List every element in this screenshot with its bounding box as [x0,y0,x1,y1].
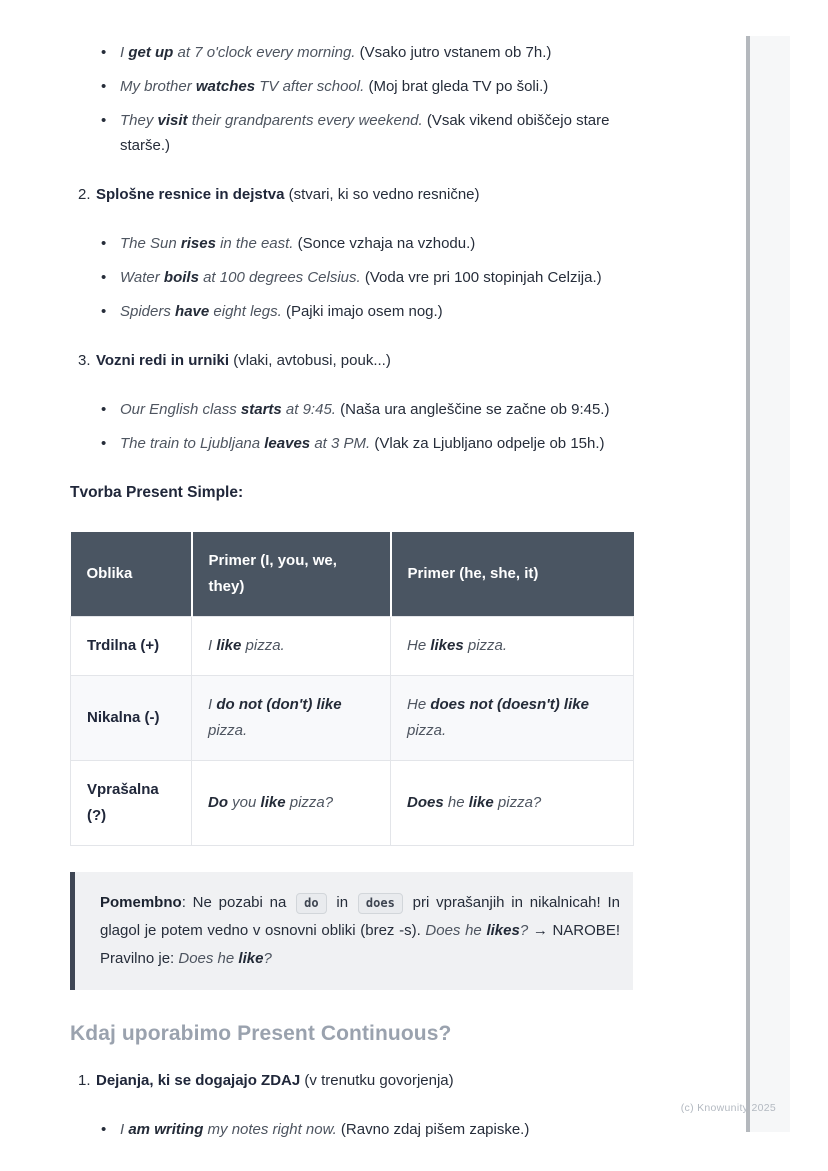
bullet-icon: • [101,112,107,129]
list-item [70,299,633,324]
list-item [70,431,633,456]
important-callout-text: Pomembno: Ne pozabi na do in does pri vprašanjih in nikalnicah! In glagol je potem vedno v osnovni obliki (brez -s). Does he likes? → NAROBE! Pravilno je: Does he like? [100,894,620,967]
usage-examples-list-1 [70,40,633,158]
list-item [70,40,633,65]
table-cell: He does not (doesn't) like pizza. [391,676,634,761]
bullet-icon: • [101,235,107,252]
continuous-rule-1-subtitle: (v trenutku govorjenja) [300,1072,454,1089]
list-number: 2. [78,186,91,203]
table-header-primer-singular: Primer (he, she, it) [391,532,634,617]
list-item [70,108,633,158]
list-item-text: I am writing my notes right now. (Ravno zdaj pišem zapiske.) [120,1121,530,1138]
continuous-rule-1-title: Dejanja, ki se dogajajo ZDAJ [96,1072,301,1089]
table-cell: Does he like pizza? [391,761,634,846]
important-callout [70,872,633,990]
list-item-text: Water boils at 100 degrees Celsius. (Voda vre pri 100 stopinjah Celzija.) [120,269,602,286]
list-item-text: They visit their grandparents every weekend. (Vsak vikend obiščejo stare starše.) [120,112,610,154]
table-header-oblika: Oblika [71,532,192,617]
list-item [70,1117,633,1142]
bullet-icon: • [101,78,107,95]
table-cell: I like pizza. [192,617,391,676]
table-cell: He likes pizza. [391,617,634,676]
table-header-primer-plural: Primer (I, you, we, they) [192,532,391,617]
rule-3-heading-text [96,348,633,373]
table-header-row [71,532,634,617]
table-cell: Do you like pizza? [192,761,391,846]
document-content [70,40,633,1142]
rule-3-heading [70,348,633,373]
table-row [71,761,634,846]
list-item [70,397,633,422]
rule-2-subtitle: (stvari, ki so vedno resnične) [284,186,480,203]
list-number: 1. [78,1072,91,1089]
list-item-text: My brother watches TV after school. (Moj brat gleda TV po šoli.) [120,78,549,95]
bullet-icon: • [101,303,107,320]
list-item-text: The train to Ljubljana leaves at 3 PM. (Vlak za Ljubljano odpelje ob 15h.) [120,435,605,452]
bullet-icon: • [101,269,107,286]
bullet-icon: • [101,435,107,452]
rule-3-subtitle: (vlaki, avtobusi, pouk...) [229,352,391,369]
bullet-icon: • [101,1121,107,1138]
list-number: 3. [78,352,91,369]
list-item [70,74,633,99]
watermark: (c) Knowunity 2025 [680,1102,776,1114]
list-item-text: I get up at 7 o'clock every morning. (Vsako jutro vstanem ob 7h.) [120,44,552,61]
rule-2-title: Splošne resnice in dejstva [96,186,285,203]
usage-examples-list-3 [70,397,633,456]
rule-3-title: Vozni redi in urniki [96,352,230,369]
present-simple-formation-table [70,532,634,846]
bullet-icon: • [101,44,107,61]
table-row [71,617,634,676]
present-continuous-heading: Kdaj uporabimo Present Continuous? [70,1022,452,1045]
continuous-rule-1-heading [70,1068,633,1093]
page-edge-strip [746,36,790,1132]
row-label: Nikalna (-) [71,676,192,761]
continuous-rule-1-heading-text [96,1068,633,1093]
list-item [70,231,633,256]
row-label: Vprašalna (?) [71,761,192,846]
usage-examples-list-4 [70,1117,633,1142]
list-item [70,265,633,290]
list-item-text: The Sun rises in the east. (Sonce vzhaja na vzhodu.) [120,235,476,252]
list-item-text: Our English class starts at 9:45. (Naša ura angleščine se začne ob 9:45.) [120,401,610,418]
formation-heading: Tvorba Present Simple: [70,484,244,501]
table-row [71,676,634,761]
bullet-icon: • [101,401,107,418]
rule-2-heading [70,182,633,207]
list-item-text: Spiders have eight legs. (Pajki imajo osem nog.) [120,303,443,320]
table-cell: I do not (don't) like pizza. [192,676,391,761]
rule-2-heading-text [96,182,633,207]
usage-examples-list-2 [70,231,633,324]
row-label: Trdilna (+) [71,617,192,676]
